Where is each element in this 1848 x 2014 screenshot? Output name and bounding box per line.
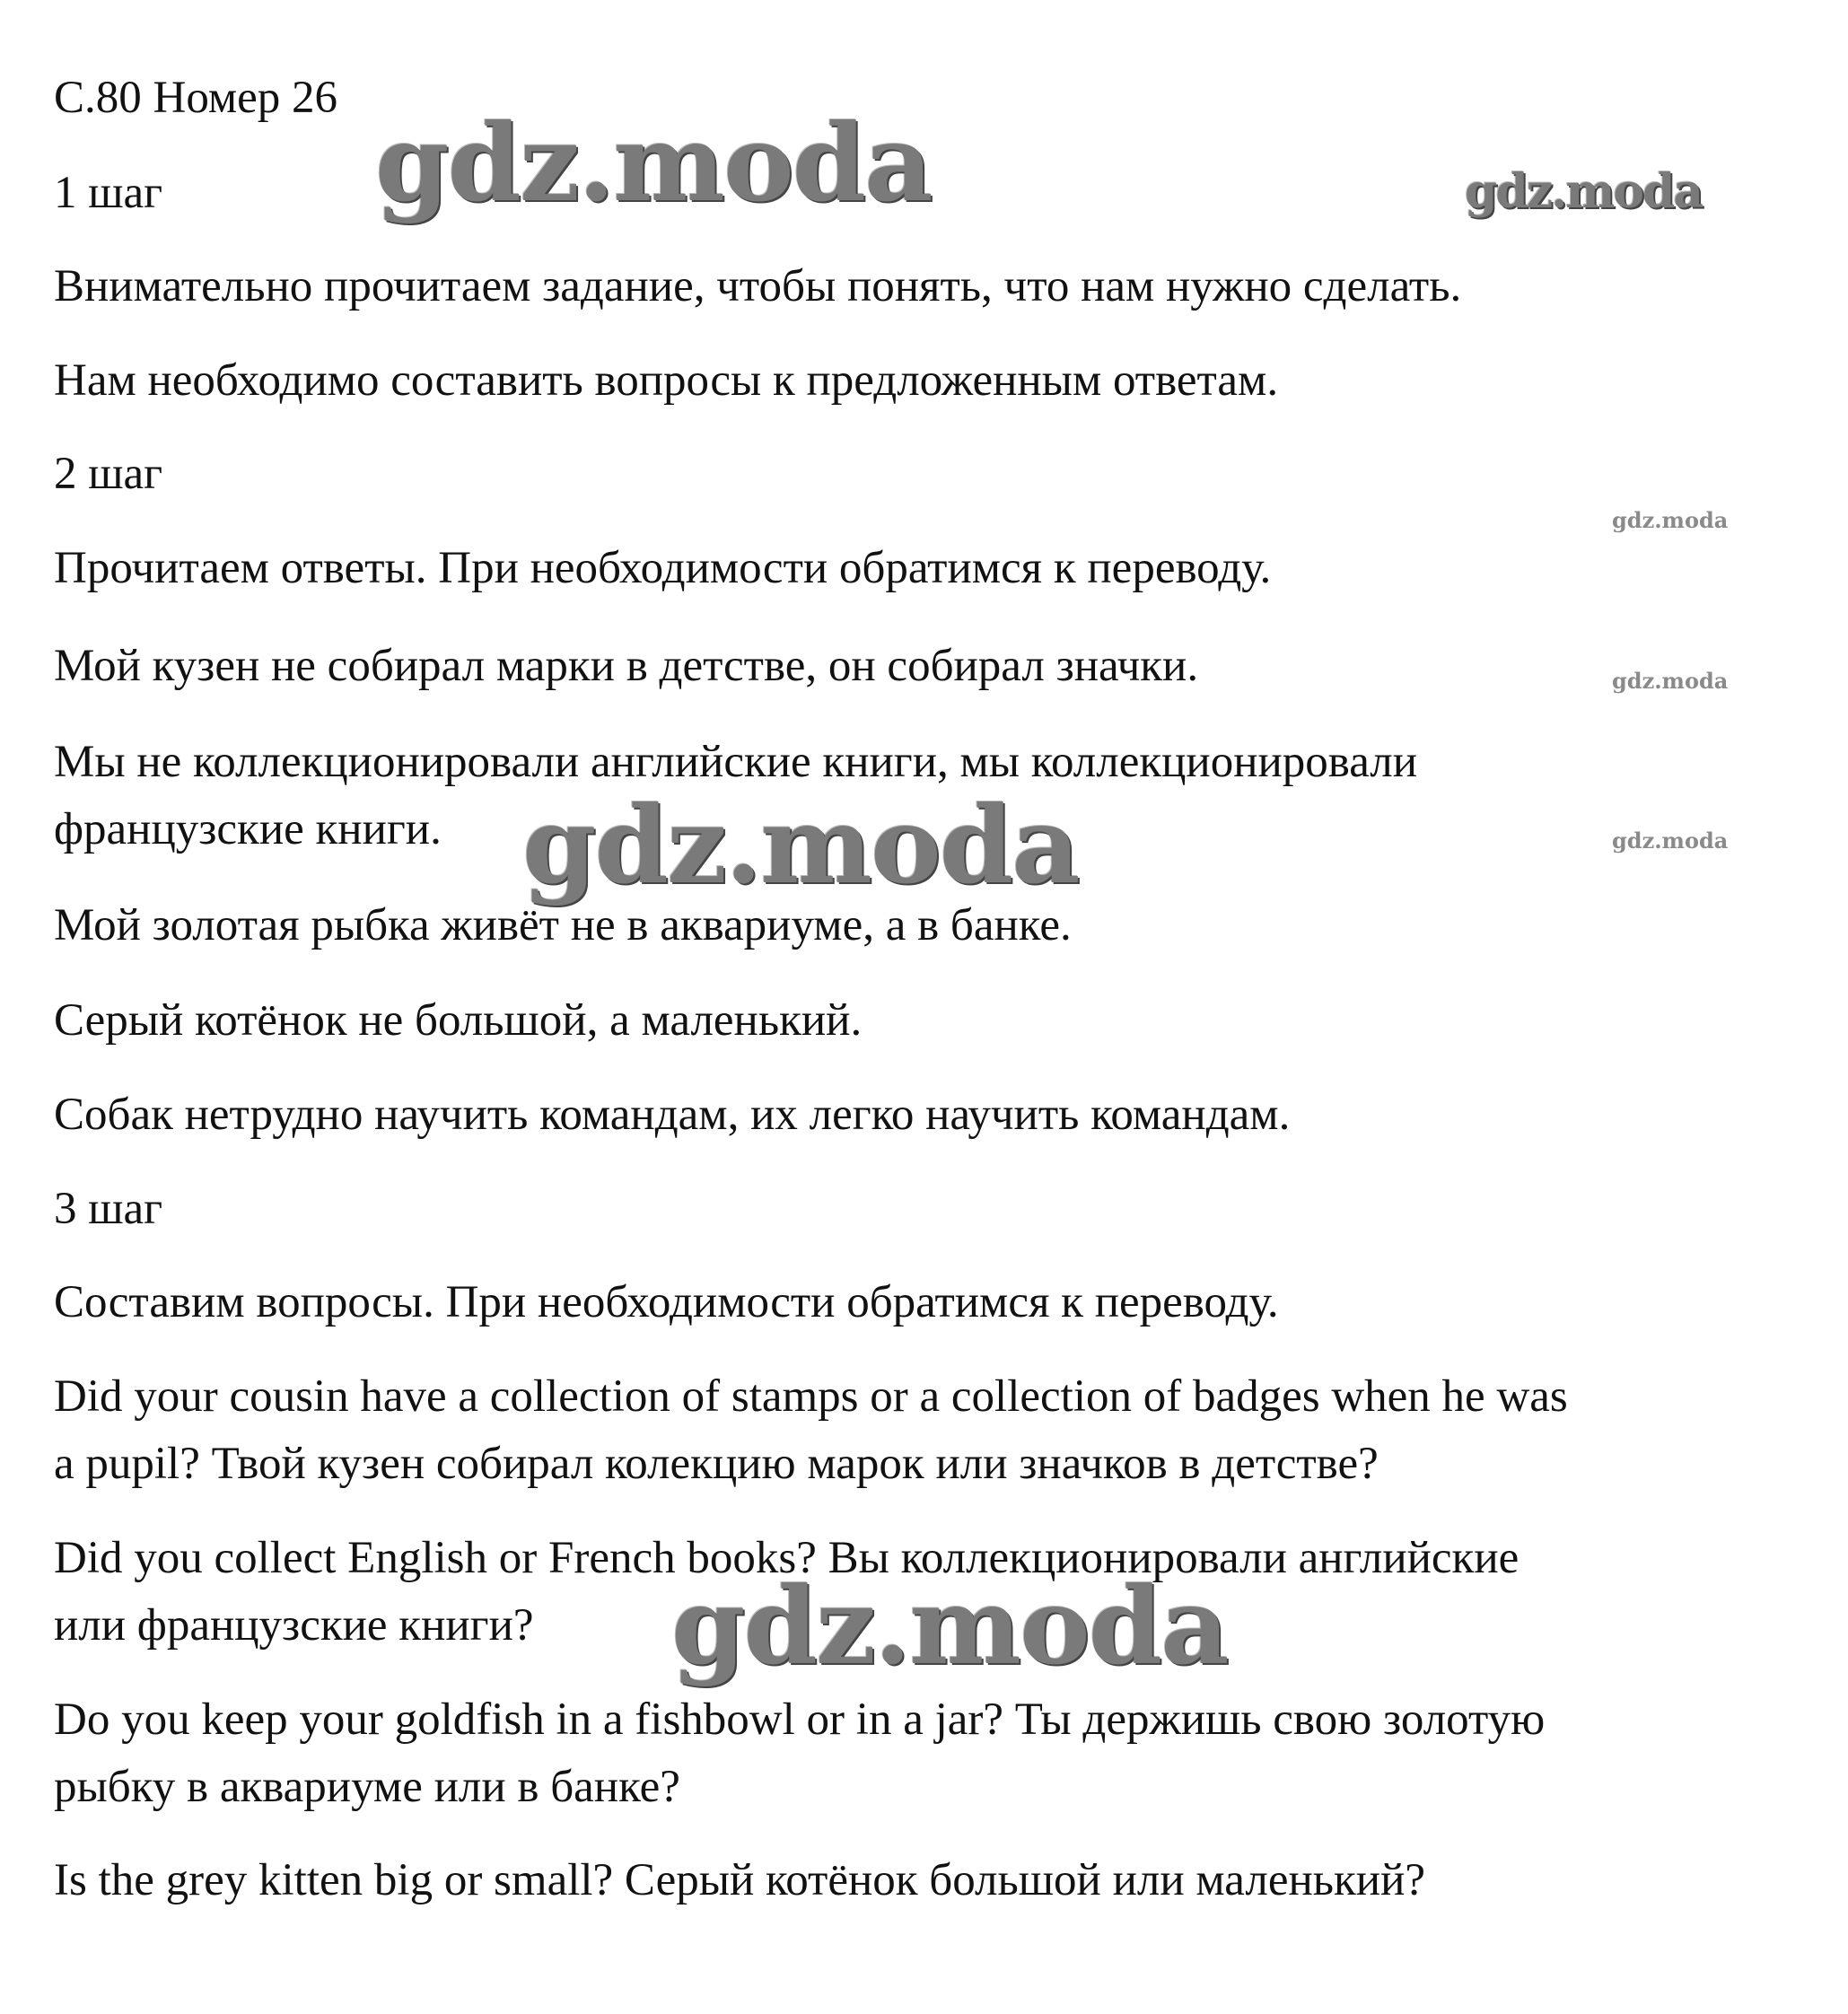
- question-item: рыбку в аквариуме или в банке?: [54, 1762, 680, 1812]
- watermark-logo: gdz.moda: [671, 1563, 1228, 1688]
- answer-item: Мой кузен не собирал марки в детстве, он собирал значки.: [54, 641, 1199, 691]
- paragraph: Нам необходимо составить вопросы к предложенным ответам.: [54, 355, 1279, 406]
- watermark-logo: gdz.moda: [1612, 507, 1729, 533]
- answer-item: Собак нетрудно научить командам, их легко научить командам.: [54, 1090, 1291, 1140]
- answer-item: Мой золотая рыбка живёт не в аквариуме, а в банке.: [54, 900, 1072, 950]
- watermark-logo: gdz.moda: [1612, 827, 1729, 854]
- answer-item: Мы не коллекционировали английские книги, мы коллекционировали: [54, 737, 1418, 787]
- question-item: Is the grey kitten big or small? Серый котёнок большой или маленький?: [54, 1855, 1426, 1905]
- watermark-logo: gdz.moda: [1612, 668, 1729, 694]
- answer-item: французские книги.: [54, 804, 442, 854]
- watermark-logo: gdz.moda: [1465, 164, 1703, 219]
- question-item: a pupil? Твой кузен собирал колекцию марок или значков в детстве?: [54, 1439, 1379, 1489]
- question-item: или французские книги?: [54, 1600, 534, 1651]
- question-item: Did you collect English or French books? Вы коллекционировали английские: [54, 1533, 1520, 1583]
- step-3-label: 3 шаг: [54, 1184, 163, 1234]
- answer-item: Серый котёнок не большой, а маленький.: [54, 995, 863, 1046]
- question-item: Do you keep your goldfish in a fishbowl or in a jar? Ты держишь свою золотую: [54, 1694, 1546, 1745]
- step-1-label: 1 шаг: [54, 168, 163, 218]
- step-2-label: 2 шаг: [54, 449, 163, 499]
- paragraph: Внимательно прочитаем задание, чтобы понять, что нам нужно сделать.: [54, 261, 1462, 311]
- watermark-logo: gdz.moda: [522, 783, 1079, 907]
- paragraph: Прочитаем ответы. При необходимости обратимся к переводу.: [54, 543, 1272, 593]
- watermark-logo: gdz.moda: [375, 101, 932, 225]
- page-title: С.80 Номер 26: [54, 73, 338, 123]
- paragraph: Составим вопросы. При необходимости обратимся к переводу.: [54, 1277, 1279, 1327]
- question-item: Did your cousin have a collection of stamps or a collection of badges when he was: [54, 1371, 1568, 1422]
